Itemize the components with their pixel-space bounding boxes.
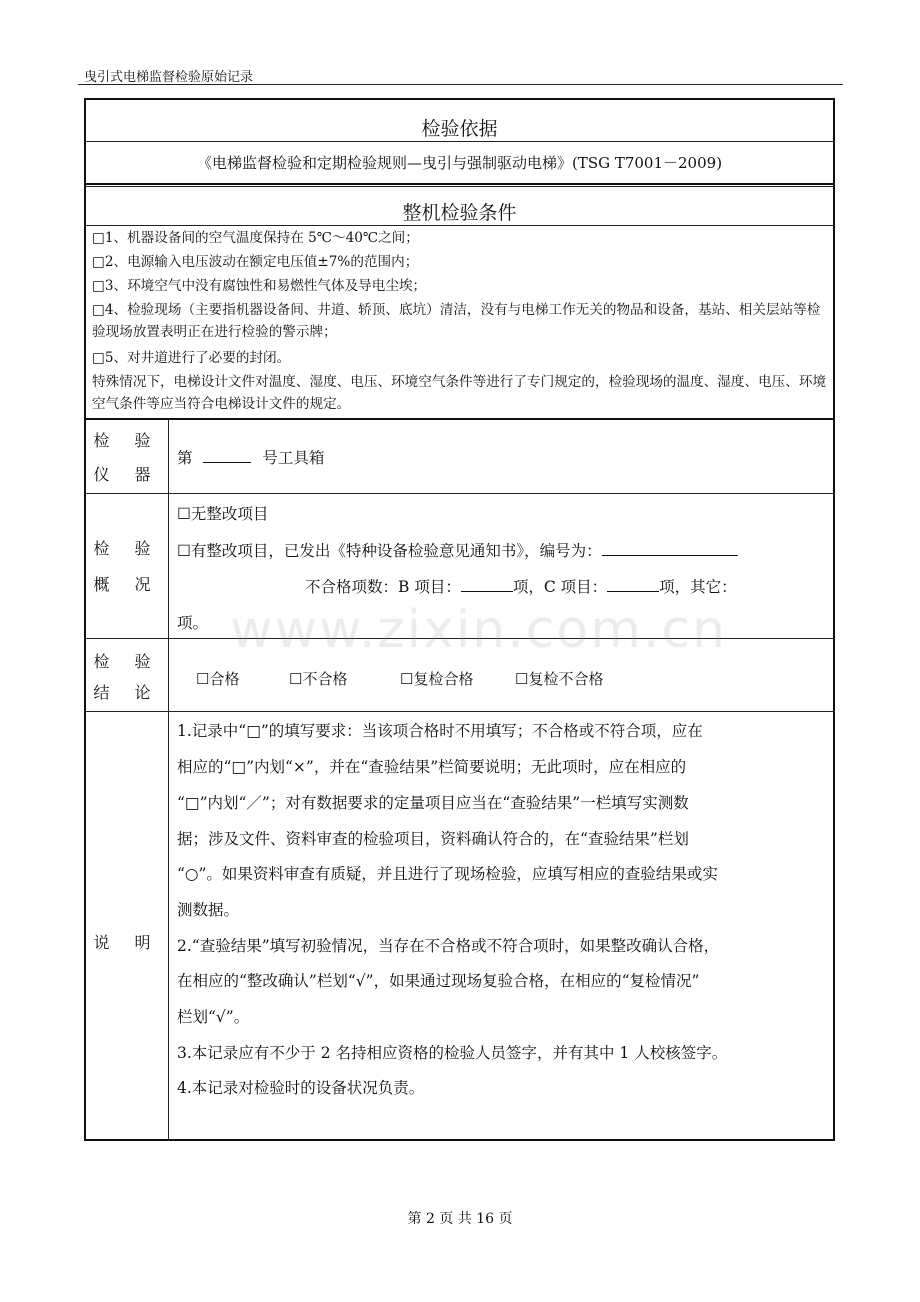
option-pass[interactable]: ☐合格 — [196, 670, 240, 688]
overview-label: 检 验 — [93, 539, 161, 558]
basis-text: 《电梯监督检验和定期检验规则—曳引与强制驱动电梯》(TSG T7001－2009) — [196, 154, 723, 172]
header-divider — [78, 84, 843, 85]
condition-item: □2、电源输入电压波动在额定电压值±7%的范围内； — [92, 254, 419, 270]
condition-item: 特殊情况下，电梯设计文件对温度、湿度、电压、环境空气条件等进行了专门规定的，检验现场的温度、湿度、电压、环境空气条件等应当符合电梯设计文件的规定。 — [92, 374, 827, 412]
fail-count-line — [305, 575, 830, 597]
divider — [84, 183, 835, 185]
condition-item: □3、环境空气中没有腐蚀性和易燃性气体及导电尘埃； — [92, 278, 427, 294]
notes-line: “○”。如果资料审查有质疑，并且进行了现场检验，应填写相应的查验结果或实 — [177, 865, 718, 883]
overview-end: 项。 — [177, 614, 209, 632]
no-rectify-option[interactable]: ☐无整改项目 — [177, 505, 269, 523]
notes-line: 1.记录中“□”的填写要求：当该项合格时不用填写；不合格或不符合项，应在 — [177, 722, 703, 740]
c-item-count-field[interactable] — [607, 575, 659, 592]
divider — [84, 493, 835, 494]
notes-line: 3.本记录应有不少于 2 名持相应资格的检验人员签字，并有其中 1 人校核签字。 — [177, 1044, 728, 1062]
notice-number-field[interactable] — [602, 539, 738, 556]
instrument-label: 检 验 — [93, 431, 161, 450]
instrument-suffix: 号工具箱 — [262, 449, 325, 467]
notes-line: 在相应的“整改确认”栏划“√”，如果通过现场复验合格，在相应的“复检情况” — [177, 972, 700, 990]
divider — [84, 141, 835, 142]
basis-title: 检验依据 — [421, 118, 498, 140]
rectify-text: ☐有整改项目，已发出《特种设备检验意见通知书》，编号为： — [177, 542, 602, 560]
divider — [84, 186, 835, 187]
toolbox-number-field[interactable] — [203, 446, 251, 463]
notes-line: “□”内划“／”；对有数据要求的定量项目应当在“查验结果”一栏填写实测数 — [177, 794, 689, 812]
option-recheck-pass[interactable]: ☐复检合格 — [400, 670, 474, 688]
rectify-option[interactable] — [177, 539, 827, 561]
watermark: www.zixin.com.cn — [230, 600, 727, 660]
notes-line: 4.本记录对检验时的设备状况负责。 — [177, 1079, 425, 1097]
notes-label: 说 明 — [93, 933, 161, 952]
notes-line: 据；涉及文件、资料审查的检验项目，资料确认符合的，在“查验结果”栏划 — [177, 830, 689, 848]
instrument-label: 仪 器 — [93, 465, 161, 484]
notes-line: 栏划“√”。 — [177, 1008, 250, 1026]
c-item-label: 项，C 项目： — [512, 578, 608, 596]
notes-line: 2.“查验结果”填写初验情况，当存在不合格或不符合项时，如果整改确认合格， — [177, 937, 720, 955]
divider — [84, 711, 835, 712]
fail-count-label: 不合格项数：B 项目： — [305, 578, 461, 596]
condition-item: □5、对井道进行了必要的封闭。 — [92, 350, 291, 366]
conditions-title: 整机检验条件 — [402, 202, 517, 224]
conclusion-label: 检 验 — [93, 652, 161, 671]
overview-label: 概 况 — [93, 575, 161, 594]
instrument-field — [177, 446, 827, 468]
column-divider — [168, 420, 169, 1140]
document-header: 曳引式电梯监督检验原始记录 — [84, 70, 254, 85]
conclusion-label: 结 论 — [93, 683, 161, 702]
divider — [84, 418, 835, 420]
notes-line: 相应的“□”内划“×”，并在“查验结果”栏简要说明；无此项时，应在相应的 — [177, 758, 687, 776]
option-recheck-fail[interactable]: ☐复检不合格 — [515, 670, 604, 688]
divider — [84, 225, 835, 226]
notes-line: 测数据。 — [177, 901, 240, 919]
condition-item: □1、机器设备间的空气温度保持在 5℃～40℃之间； — [92, 230, 419, 246]
b-item-count-field[interactable] — [461, 575, 513, 592]
page-number: 第 2 页 共 16 页 — [407, 1211, 513, 1227]
other-label: 项，其它： — [659, 578, 737, 596]
option-fail[interactable]: ☐不合格 — [289, 670, 348, 688]
instrument-prefix: 第 — [177, 449, 193, 467]
condition-item: □4、检验现场（主要指机器设备间、井道、轿顶、底坑）清洁，没有与电梯工作无关的物品和设备，基站、相关层站等检验现场放置表明正在进行检验的警示牌； — [92, 302, 821, 340]
